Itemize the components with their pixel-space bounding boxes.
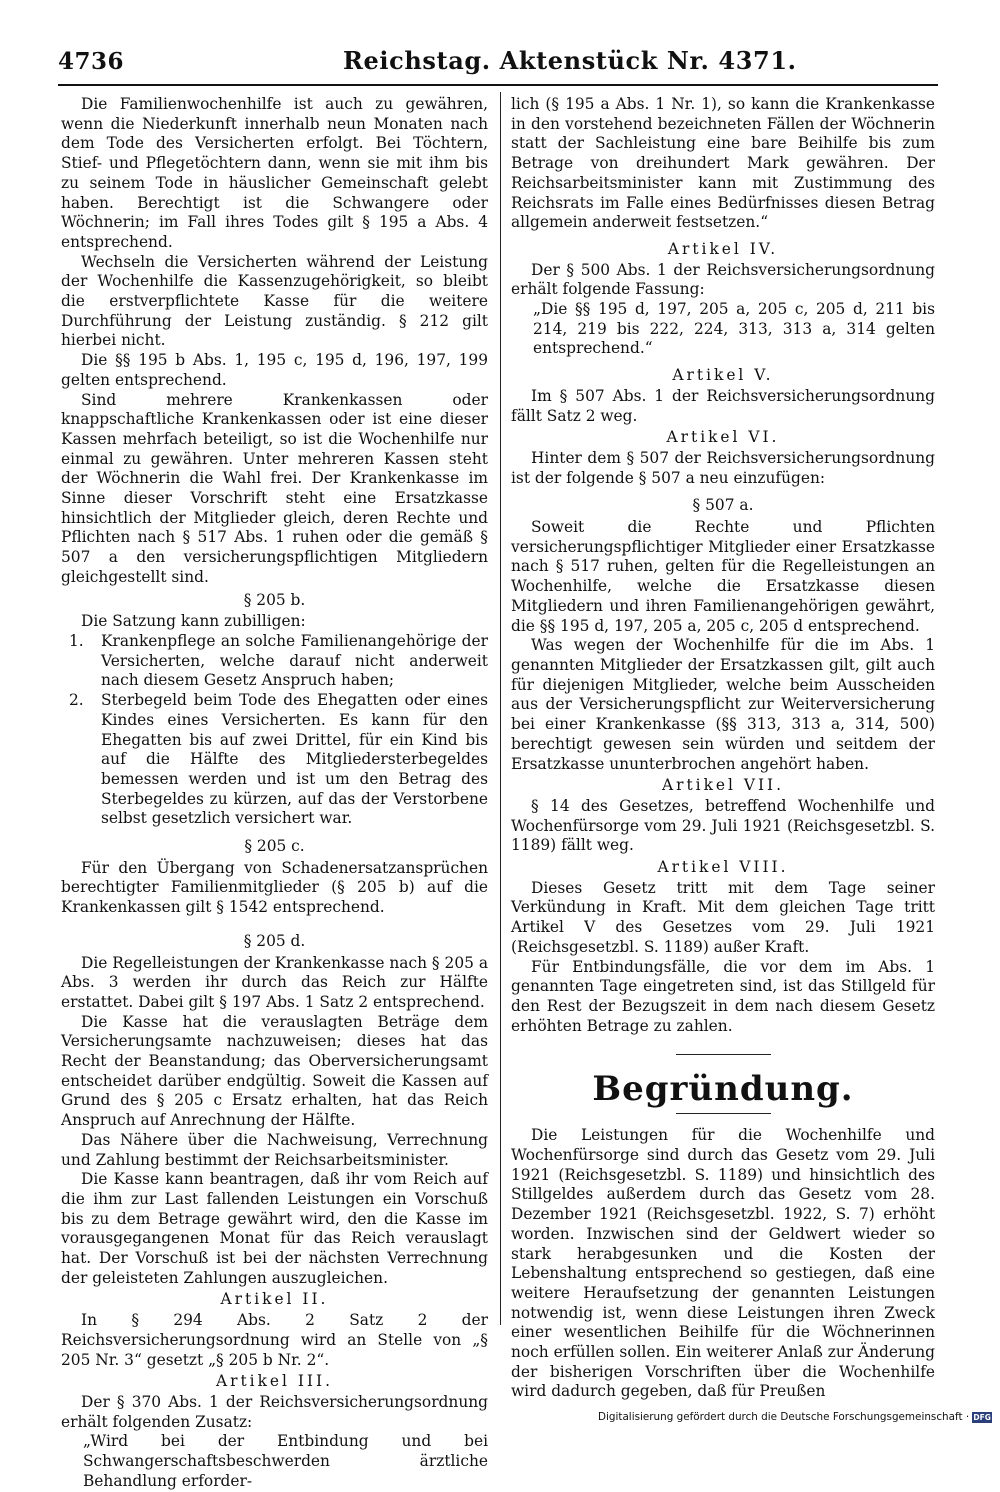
page-number: 4736 bbox=[58, 48, 125, 75]
list-item-text: Sterbegeld beim Tode des Ehegatten oder eines Kindes eines Versicherten. Es kann für den Ehegatten bis auf zwei Drittel, für ein Kind bis auf die Hälfte des Mitgliedersterbegeldes bemessen werden und ist um den Betrag des Sterbegeldes zu kürzen, auf das der Verstorbene selbst gesetzlich versichert war. bbox=[101, 691, 488, 828]
digitization-credit bbox=[598, 1411, 991, 1427]
article-heading-7: Artikel VII. bbox=[662, 776, 784, 795]
paragraph: In § 294 Abs. 2 Satz 2 der Reichsversicherungsordnung wird an Stelle von „§ 205 Nr. 3“ gesetzt „§ 205 b Nr. 2“. bbox=[61, 1311, 488, 1369]
article-heading-8: Artikel VIII. bbox=[657, 858, 789, 877]
dfg-logo-icon: DFG bbox=[973, 1412, 991, 1422]
section-heading-507a: § 507 a. bbox=[692, 496, 754, 515]
list-item bbox=[69, 631, 488, 691]
paragraph: Was wegen der Wochenhilfe für die im Abs. 1 genannten Mitglieder der Ersatzkassen gilt, gilt auch für diejenigen Mitglieder, welche beim Ausscheiden aus der Versicherungspflicht zur Weiterversicherung bei einer Krankenkasse (§§ 313, 313 a, 314, 500) berechtigt gewesen sein würden und seitdem der Ersatzkasse ununterbrochen angehört haben. bbox=[511, 636, 935, 773]
header-rule bbox=[58, 84, 938, 86]
paragraph: Der § 370 Abs. 1 der Reichsversicherungsordnung erhält folgenden Zusatz: bbox=[61, 1393, 488, 1431]
right-column bbox=[511, 95, 935, 1402]
paragraph: Sind mehrere Krankenkassen oder knappschaftliche Krankenkassen oder ist eine dieser Kassen mehrfach beteiligt, so ist die Wochenhilfe nur einmal zu gewähren. Unter mehreren Kassen steht der Wöchnerin die Wahl frei. Der Krankenkasse im Sinne dieser Vorschrift steht eine Ersatzkasse hinsichtlich der Mitglieder gleich, deren Rechte und Pflichten nach § 517 Abs. 1 ruhen oder die gemäß § 507 a den versicherungspflichtigen Mitgliedern gleichgestellt sind. bbox=[61, 390, 488, 586]
quoted-paragraph: „Die §§ 195 d, 197, 205 a, 205 c, 205 d, 211 bis 214, 219 bis 222, 224, 313, 313 a, 314 gelten entsprechend.“ bbox=[533, 300, 935, 358]
paragraph: Die Regelleistungen der Krankenkasse nach § 205 a Abs. 3 werden ihr durch das Reich zur Hälfte erstattet. Dabei gilt § 197 Abs. 1 Satz 2 entsprechend. bbox=[61, 953, 488, 1011]
paragraph: Dieses Gesetz tritt mit dem Tage seiner Verkündung in Kraft. Mit dem gleichen Tage tritt Artikel V des Gesetzes vom 29. Juli 1921 (Reichsgesetzbl. S. 1189) außer Kraft. bbox=[511, 878, 935, 956]
paragraph: Der § 500 Abs. 1 der Reichsversicherungsordnung erhält folgende Fassung: bbox=[511, 260, 935, 299]
paragraph: Die §§ 195 b Abs. 1, 195 c, 195 d, 196, 197, 199 gelten entsprechend. bbox=[61, 351, 488, 389]
paragraph: Soweit die Rechte und Pflichten versicherungspflichtiger Mitglieder einer Ersatzkasse nach § 517 ruhen, gelten für die Regelleistungen an Wochenhilfe, welche die Ersatzkasse diesen Mitgliedern und ihren Familienangehörigen gewährt, die §§ 195 d, 197, 205 a, 205 c, 205 d entsprechend. bbox=[511, 518, 935, 635]
paragraph: Die Kasse kann beantragen, daß ihr vom Reich auf die ihm zur Last fallenden Leistungen ein Vorschuß bis zu dem Betrage gewährt wird, den die Kasse im vorausgegangenen Monat für das Reich verauslagt hat. Der Vorschuß ist bei der nächsten Verrechnung der geleisteten Zahlungen auszugleichen. bbox=[61, 1170, 488, 1287]
list-item-text: Krankenpflege an solche Familienangehörige der Versicherten, welche darauf nicht anderweit nach diesem Gesetz Anspruch haben; bbox=[101, 631, 488, 690]
article-heading-3: Artikel III. bbox=[216, 1372, 333, 1391]
heading-begruendung: Begründung. bbox=[592, 1069, 854, 1110]
paragraph: Für den Übergang von Schadenersatzansprüchen berechtigter Familienmitglieder (§ 205 b) auf die Krankenkassen gilt § 1542 entsprechend. bbox=[61, 858, 488, 917]
paragraph: Wechseln die Versicherten während der Leistung der Wochenhilfe die Kassenzugehörigkeit, so bleibt die erstverpflichtete Kasse für die weitere Durchführung der Leistung zuständig. § 212 gilt hierbei nicht. bbox=[61, 252, 488, 350]
paragraph: Für Entbindungsfälle, die vor dem im Abs. 1 genannten Tage eingetreten sind, ist das Stillgeld für den Rest der Bezugszeit in dem nach diesem Gesetz erhöhten Betrage zu zahlen. bbox=[511, 957, 935, 1035]
heading-underline bbox=[676, 1113, 771, 1114]
paragraph: Hinter dem § 507 der Reichsversicherungsordnung ist der folgende § 507 a neu einzufügen: bbox=[511, 448, 935, 487]
paragraph: Die Satzung kann zubilligen: bbox=[81, 612, 306, 631]
numbered-list bbox=[61, 632, 488, 829]
list-item-number: 1. bbox=[69, 631, 84, 650]
column-divider bbox=[500, 92, 501, 1325]
left-column bbox=[61, 95, 488, 1492]
section-heading-205b: § 205 b. bbox=[243, 590, 306, 609]
paragraph: lich (§ 195 a Abs. 1 Nr. 1), so kann die Krankenkasse in den vorstehend bezeichneten Fällen der Wöchnerin statt der Sachleistung eine bare Beihilfe bis zum Betrage von dreihundert Mark gewähren. Der Reichsarbeitsminister kann mit Zustimmung des Reichsrats im Falle eines Bedürfnisses diesen Betrag allgemein anderweit festsetzen.“ bbox=[511, 95, 935, 232]
article-heading-6: Artikel VI. bbox=[666, 428, 780, 447]
paragraph: Das Nähere über die Nachweisung, Verrechnung und Zahlung bestimmt der Reichsarbeitsminister. bbox=[61, 1130, 488, 1169]
paragraph: Die Leistungen für die Wochenhilfe und Wochenfürsorge sind durch das Gesetz vom 29. Juli 1921 (Reichsgesetzbl. S. 1189) und hinsichtlich des Stillgeldes außerdem durch das Gesetz vom 28. Dezember 1921 (Reichsgesetzbl. 1922, S. 7) erhöht worden. Inzwischen sind der Geldwert wieder so stark herabgesunken und die Kosten der Lebenshaltung entsprechend so gestiegen, daß eine weitere Heraufsetzung der genannten Leistungen notwendig ist, wenn diese Leistungen ihren Zweck einer wesentlichen Beihilfe für die Wöchnerinnen noch erfüllen sollen. Ein weiterer Anlaß zur Änderung der bisherigen Vorschriften über die Wochenhilfe wird dadurch gegeben, daß für Preußen bbox=[511, 1126, 936, 1401]
paragraph: § 14 des Gesetzes, betreffend Wochenhilfe und Wochenfürsorge vom 29. Juli 1921 (Reichsgesetzbl. S. 1189) fällt weg. bbox=[511, 796, 935, 855]
running-title: Reichstag. Aktenstück Nr. 4371. bbox=[343, 46, 797, 75]
paragraph: Im § 507 Abs. 1 der Reichsversicherungsordnung fällt Satz 2 weg. bbox=[511, 386, 935, 425]
section-heading-205c: § 205 c. bbox=[244, 837, 305, 856]
section-divider bbox=[676, 1054, 771, 1055]
article-heading-2: Artikel II. bbox=[220, 1290, 329, 1309]
paragraph: Die Familienwochenhilfe ist auch zu gewähren, wenn die Niederkunft innerhalb neun Monaten nach dem Tode des Versicherten erfolgt. Bei Töchtern, Stief- und Pflegetöchtern dann, wenn sie mit ihm bis zu seinem Tode in häuslicher Gemeinschaft gelebt haben. Berechtigt ist die Schwangere oder Wöchnerin; im Fall ihres Todes gilt § 195 a Abs. 4 entsprechend. bbox=[61, 95, 488, 251]
credit-text: Digitalisierung gefördert durch die Deutsche Forschungsgemeinschaft · bbox=[598, 1411, 970, 1423]
list-item bbox=[69, 691, 488, 829]
quoted-paragraph: „Wird bei der Entbindung und bei Schwangerschaftsbeschwerden ärztliche Behandlung erforder- bbox=[83, 1432, 488, 1490]
paragraph: Die Kasse hat die verauslagten Beträge dem Versicherungsamte nachzuweisen; dieses hat das Recht der Beanstandung; das Oberversicherungsamt entscheidet darüber endgültig. Soweit die Kassen auf Grund des § 205 c Ersatz erhalten, hat das Reich Anspruch auf Anrechnung der Hälfte. bbox=[61, 1012, 488, 1130]
article-heading-5: Artikel V. bbox=[672, 366, 774, 385]
list-item-number: 2. bbox=[69, 691, 84, 710]
section-heading-205d: § 205 d. bbox=[243, 931, 306, 950]
page-header bbox=[58, 42, 938, 82]
article-heading-4: Artikel IV. bbox=[667, 239, 779, 258]
